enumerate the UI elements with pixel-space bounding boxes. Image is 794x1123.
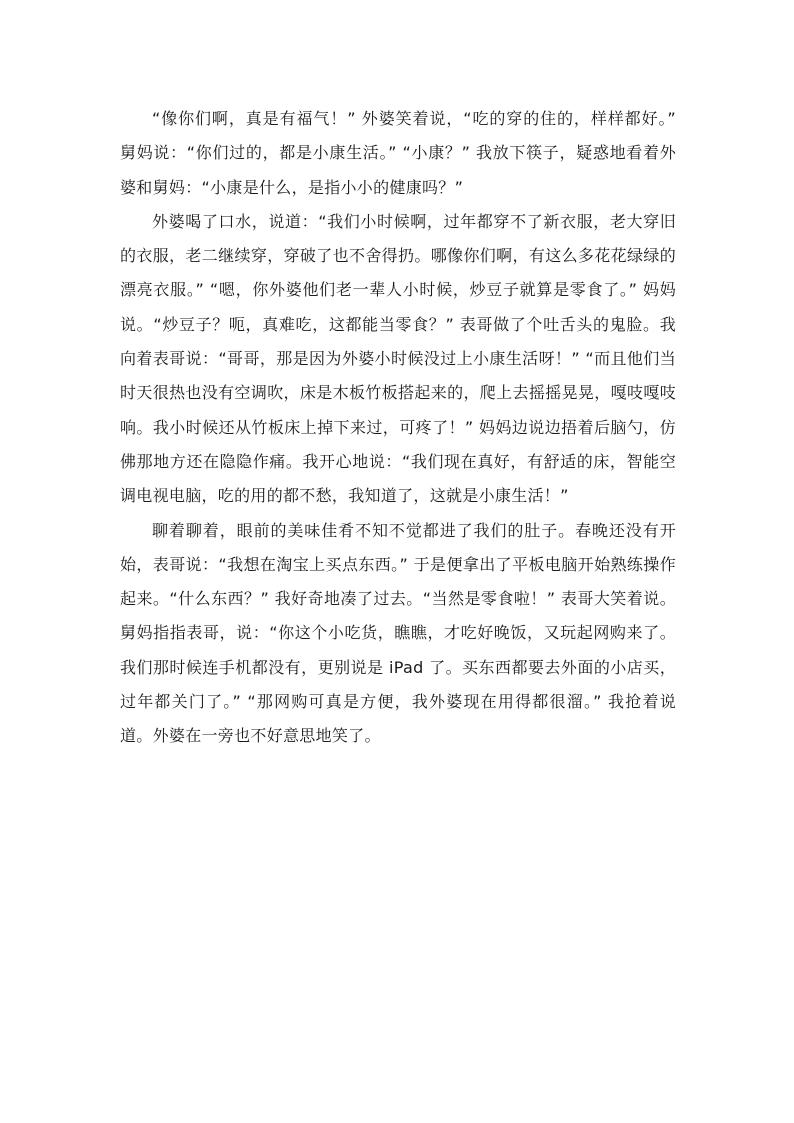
paragraph-1: “像你们啊，真是有福气！” 外婆笑着说，“吃的穿的住的，样样都好。” 舅妈说：“你们过的，都是小康生活。” “小康？” 我放下筷子，疑惑地看着外婆和舅妈：“小康是什么，是指小小的健康吗？”: [120, 109, 676, 197]
paragraph-2: 外婆喝了口水，说道：“我们小时候啊，过年都穿不了新衣服，老大穿旧的衣服，老二继续穿，穿破了也不舍得扔。哪像你们啊，有这么多花花绿绿的漂亮衣服。” “嗯，你外婆他们老一辈人小时候，炒豆子就算是零食了。” 妈妈说。“炒豆子？呃，真难吃，这都能当零食？” 表哥做了个吐舌头的鬼脸。我向着表哥说：“哥哥，那是因为外婆小时候没过上小康生活呀！” “而且他们当时天很热也没有空调吹，床是木板竹板搭起来的，爬上去摇摇晃晃，嘎吱嘎吱响。我小时候还从竹板床上掉下来过，可疼了！” 妈妈边说边捂着后脑勺，仿佛那地方还在隐隐作痛。我开心地说：“我们现在真好，有舒适的床，智能空调电视电脑，吃的用的都不愁，我知道了，这就是小康生活！”: [120, 211, 676, 506]
document-body: [120, 102, 676, 754]
paragraph-3: 聊着聊着，眼前的美味佳肴不知不觉都进了我们的肚子。春晚还没有开始，表哥说：“我想在淘宝上买点东西。” 于是便拿出了平板电脑开始熟练操作起来。“什么东西？” 我好奇地凑了过去。“当然是零食啦！” 表哥大笑着说。舅妈指指表哥，说：“你这个小吃货，瞧瞧，才吃好晚饭，又玩起网购来了。我们那时候连手机都没有，更别说是 iPad 了。买东西都要去外面的小店买，过年都关门了。” “那网购可真是方便，我外婆现在用得都很溜。” 我抢着说道。外婆在一旁也不好意思地笑了。: [120, 520, 676, 746]
